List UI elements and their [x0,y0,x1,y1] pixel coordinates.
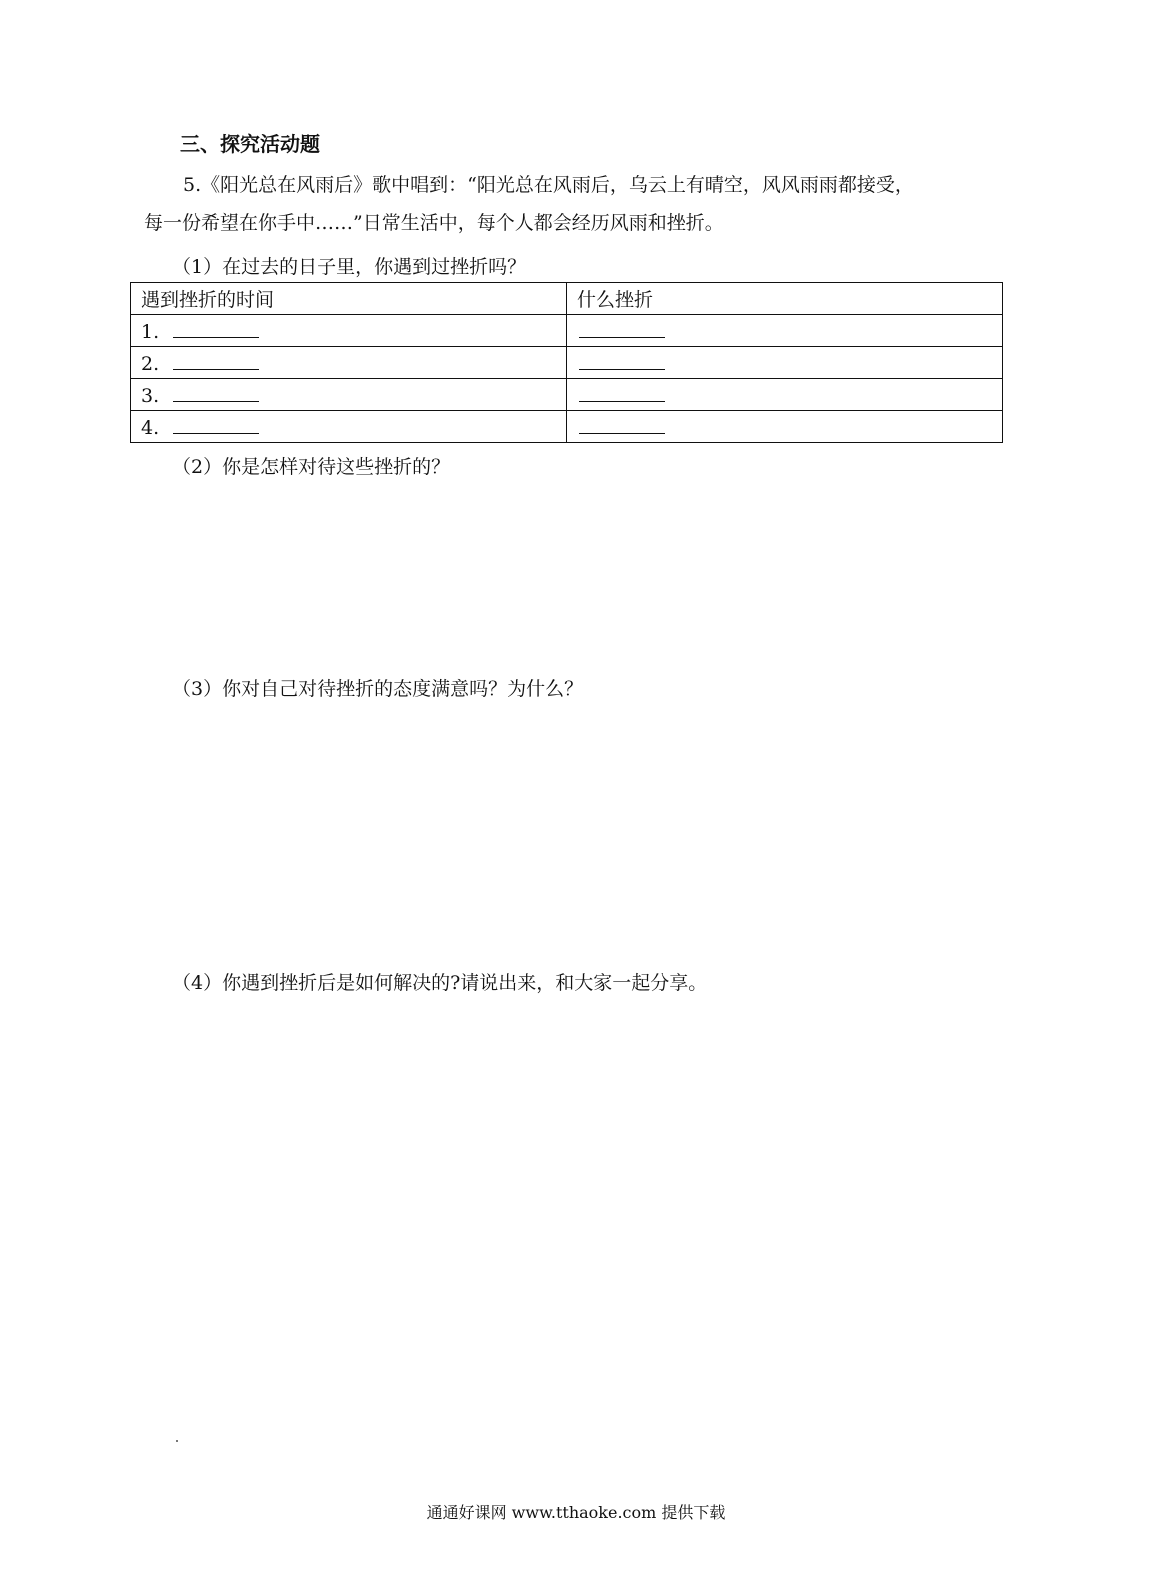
frustration-cell [567,411,1003,443]
table-row [131,315,1003,347]
sub-question-3: （3）你对自己对待挫折的态度满意吗？为什么？ [172,678,584,700]
table-header-row [131,283,1003,315]
answer-blank[interactable] [579,415,665,434]
time-cell [131,315,567,347]
table-row [131,347,1003,379]
header-time: 遇到挫折的时间 [131,283,567,315]
answer-blank[interactable] [579,383,665,402]
answer-blank[interactable] [173,415,259,434]
question-intro-line-1: 5.《阳光总在风雨后》歌中唱到：“阳光总在风雨后，乌云上有晴空，风风雨雨都接受， [183,174,914,196]
page-footer: 通通好课网 www.tthaoke.com 提供下载 [426,1503,726,1522]
frustration-cell [567,315,1003,347]
answer-blank[interactable] [173,351,259,370]
answer-blank[interactable] [579,319,665,338]
answer-blank[interactable] [579,351,665,370]
frustration-table [130,282,1003,443]
table-row [131,379,1003,411]
time-cell [131,379,567,411]
row-number: 1. [141,320,160,343]
time-cell [131,411,567,443]
sub-question-4: （4）你遇到挫折后是如何解决的?请说出来，和大家一起分享。 [172,972,708,994]
stray-dot [176,1440,178,1442]
question-intro-line-2: 每一份希望在你手中……”日常生活中，每个人都会经历风雨和挫折。 [144,212,724,234]
sub-question-1: （1）在过去的日子里，你遇到过挫折吗？ [172,256,527,278]
row-number: 4. [141,416,160,439]
row-number: 2. [141,352,160,375]
answer-blank[interactable] [173,383,259,402]
table-row [131,411,1003,443]
row-number: 3. [141,384,160,407]
sub-question-2: （2）你是怎样对待这些挫折的？ [172,456,451,478]
section-title: 三、探究活动题 [180,132,320,156]
frustration-cell [567,347,1003,379]
time-cell [131,347,567,379]
frustration-cell [567,379,1003,411]
header-what-frustration: 什么挫折 [567,283,1003,315]
answer-blank[interactable] [173,319,259,338]
